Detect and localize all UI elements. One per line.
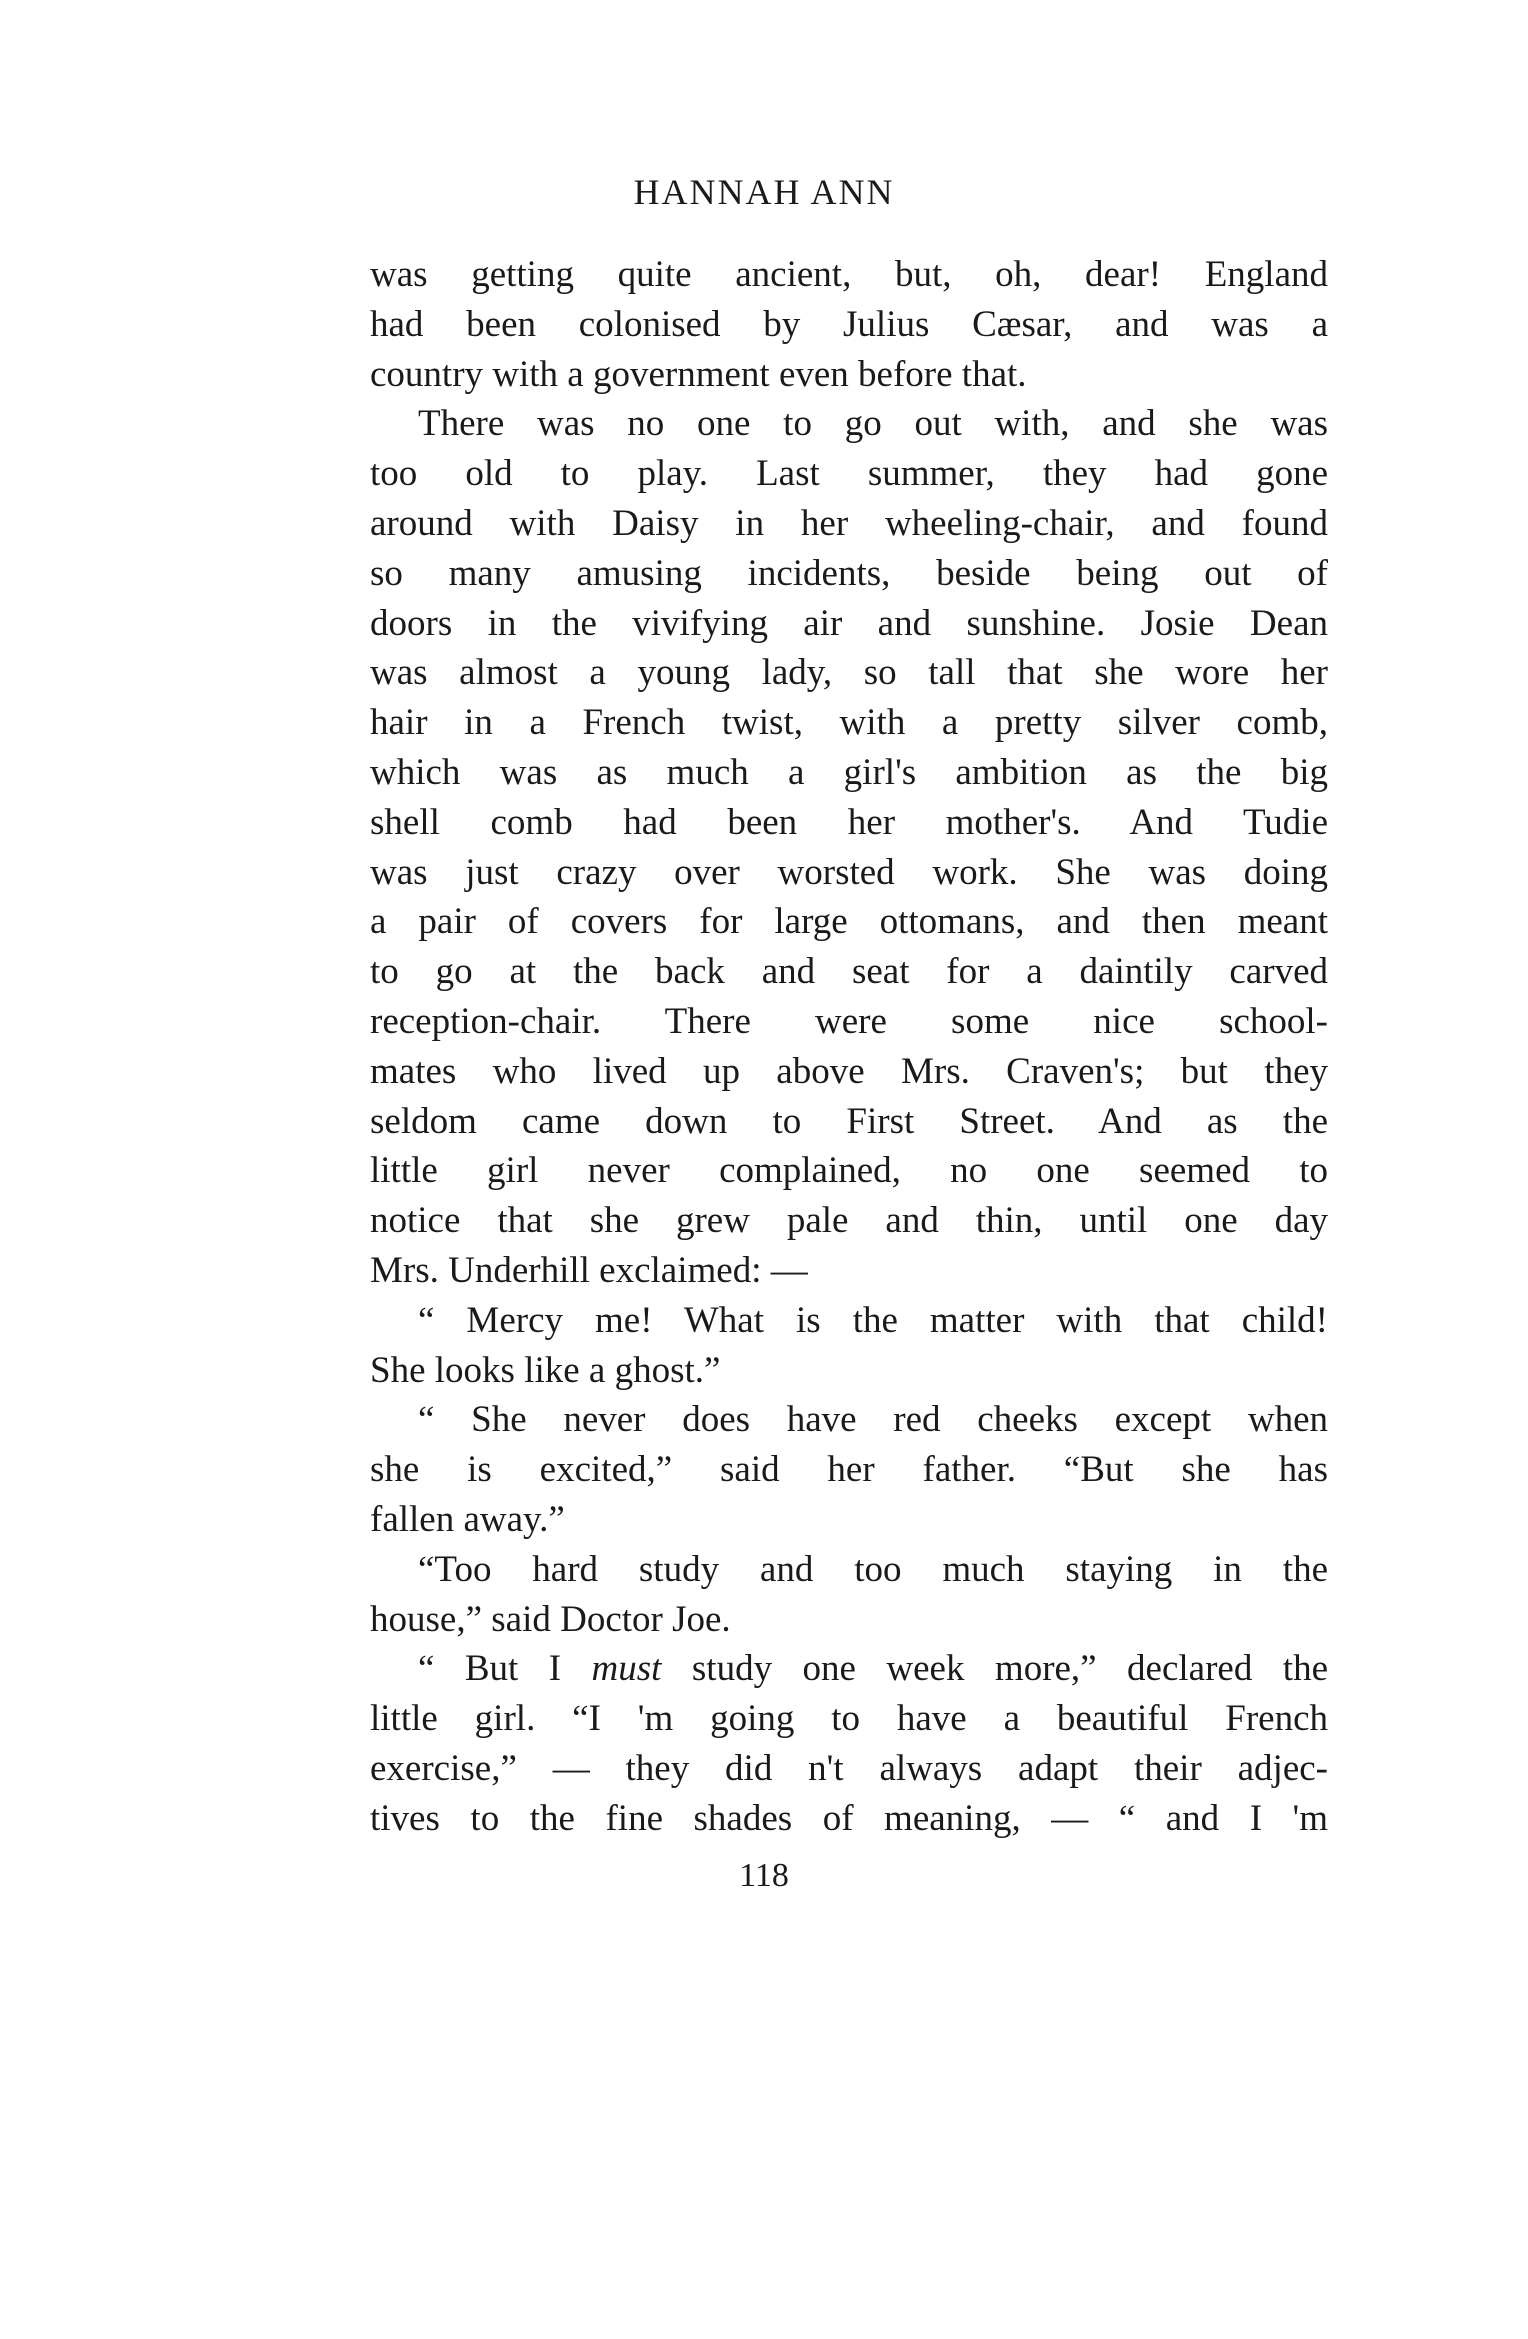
text-line: around with Daisy in her wheeling-chair, and found — [370, 502, 1328, 544]
text-line: tives to the fine shades of meaning, — “ and I 'm — [370, 1797, 1328, 1839]
text-line: country with a government even before that. — [370, 353, 1027, 395]
text-line: she is excited,” said her father. “But she has — [370, 1449, 1328, 1491]
text-line: seldom came down to First Street. And as the — [370, 1100, 1328, 1142]
text-line: “ Mercy me! What is the matter with that child! — [418, 1299, 1328, 1341]
running-head: HANNAH ANN — [633, 172, 895, 212]
text-line: was getting quite ancient, but, oh, dear! England — [370, 254, 1328, 295]
text-line: was just crazy over worsted work. She was doing — [370, 851, 1328, 893]
text-line: to go at the back and seat for a daintily carved — [370, 951, 1328, 993]
text-line: “ She never does have red cheeks except when — [418, 1399, 1328, 1441]
text-line: “Too hard study and too much staying in the — [418, 1548, 1328, 1590]
text-line: notice that she grew pale and thin, until one day — [370, 1200, 1328, 1242]
body-text — [370, 250, 1328, 1844]
text-line: too old to play. Last summer, they had gone — [370, 453, 1328, 495]
text-line: She looks like a ghost.” — [370, 1349, 721, 1391]
text-line: exercise,” — they did n't always adapt their adjec- — [370, 1747, 1328, 1789]
text-line: “ But I must study one week more,” declared the — [418, 1648, 1328, 1690]
text-line: so many amusing incidents, beside being out of — [370, 552, 1328, 594]
emphasis-text: must — [591, 1648, 662, 1690]
text-line: was almost a young lady, so tall that she wore her — [370, 652, 1328, 694]
text-line: which was as much a girl's ambition as the big — [370, 751, 1328, 793]
text-line: house,” said Doctor Joe. — [370, 1598, 731, 1640]
text-line: a pair of covers for large ottomans, and then meant — [370, 901, 1328, 943]
text-line: fallen away.” — [370, 1498, 565, 1540]
text-line: Mrs. Underhill exclaimed: — — [370, 1249, 808, 1291]
text-line: had been colonised by Julius Cæsar, and was a — [370, 303, 1328, 345]
text-line: hair in a French twist, with a pretty silver comb, — [370, 702, 1328, 744]
text-line: little girl never complained, no one seemed to — [370, 1150, 1328, 1192]
text-line: mates who lived up above Mrs. Craven's; but they — [370, 1050, 1328, 1092]
text-line: There was no one to go out with, and she was — [418, 403, 1328, 445]
text-line: reception-chair. There were some nice school- — [370, 1000, 1328, 1042]
text-line: doors in the vivifying air and sunshine. Josie Dean — [370, 602, 1328, 644]
text-line: little girl. “I 'm going to have a beautiful French — [370, 1698, 1328, 1740]
text-line: shell comb had been her mother's. And Tudie — [370, 801, 1328, 843]
page-number: 118 — [739, 1857, 789, 1894]
